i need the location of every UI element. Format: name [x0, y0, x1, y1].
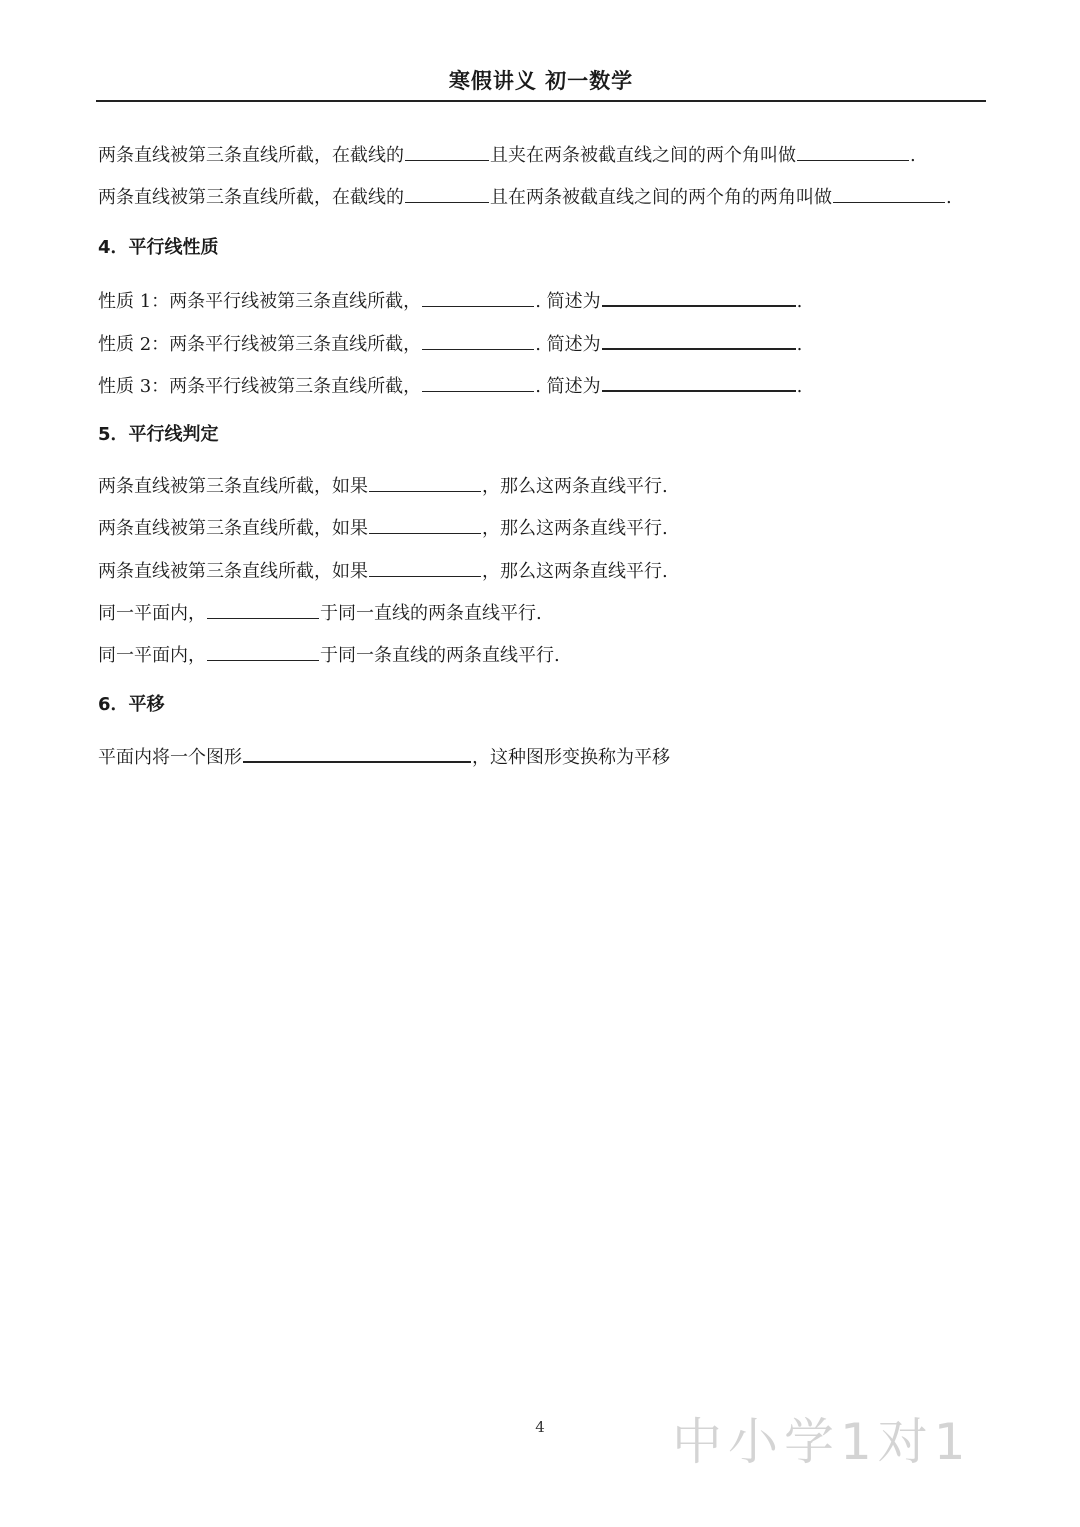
page-number: 4 — [535, 1418, 545, 1436]
fill-blank[interactable] — [369, 471, 481, 492]
fill-blank[interactable] — [369, 513, 481, 534]
criterion-line-1: 两条直线被第三条直线所截，如果 ，那么这两条直线平行. — [98, 471, 668, 499]
fill-blank[interactable] — [405, 182, 489, 203]
section-heading-translation: 6．平移 — [98, 694, 165, 715]
property-line-3: 性质 3：两条平行线被第三条直线所截， . 简述为 . — [98, 370, 802, 398]
page-title: 寒假讲义 初一数学 — [448, 69, 634, 93]
fill-blank[interactable] — [602, 328, 796, 350]
text-line-alternate-interior: 两条直线被第三条直线所截，在截线的 且夹在两条被截直线之间的两个角叫做 . — [98, 140, 916, 168]
criterion-line-5: 同一平面内， 于同一条直线的两条直线平行. — [98, 640, 560, 668]
translation-line: 平面内将一个图形 ，这种图形变换称为平移 — [98, 741, 670, 769]
fill-blank[interactable] — [422, 371, 534, 392]
fill-blank[interactable] — [602, 370, 796, 392]
section-heading-parallel-properties: 4．平行线性质 — [98, 237, 219, 258]
fill-blank[interactable] — [797, 140, 909, 161]
text-line-same-side-interior: 两条直线被第三条直线所截，在截线的 且在两条被截直线之间的两个角的两角叫做 . — [98, 182, 952, 210]
fill-blank[interactable] — [405, 140, 489, 161]
criterion-line-2: 两条直线被第三条直线所截，如果 ，那么这两条直线平行. — [98, 513, 668, 541]
property-line-2: 性质 2：两条平行线被第三条直线所截， . 简述为 . — [98, 328, 802, 356]
fill-blank[interactable] — [207, 598, 319, 619]
fill-blank[interactable] — [422, 329, 534, 350]
fill-blank[interactable] — [833, 182, 945, 203]
criterion-line-4: 同一平面内， 于同一直线的两条直线平行. — [98, 598, 542, 626]
page-header — [96, 64, 986, 102]
section-heading-parallel-criteria: 5．平行线判定 — [98, 424, 219, 445]
criterion-line-3: 两条直线被第三条直线所截，如果 ，那么这两条直线平行. — [98, 556, 668, 584]
fill-blank[interactable] — [207, 640, 319, 661]
watermark: 中小学1对1 — [672, 1413, 972, 1471]
fill-blank[interactable] — [422, 286, 534, 307]
fill-blank[interactable] — [243, 741, 471, 763]
fill-blank[interactable] — [602, 285, 796, 307]
property-line-1: 性质 1：两条平行线被第三条直线所截， . 简述为 . — [98, 285, 802, 313]
fill-blank[interactable] — [369, 556, 481, 577]
